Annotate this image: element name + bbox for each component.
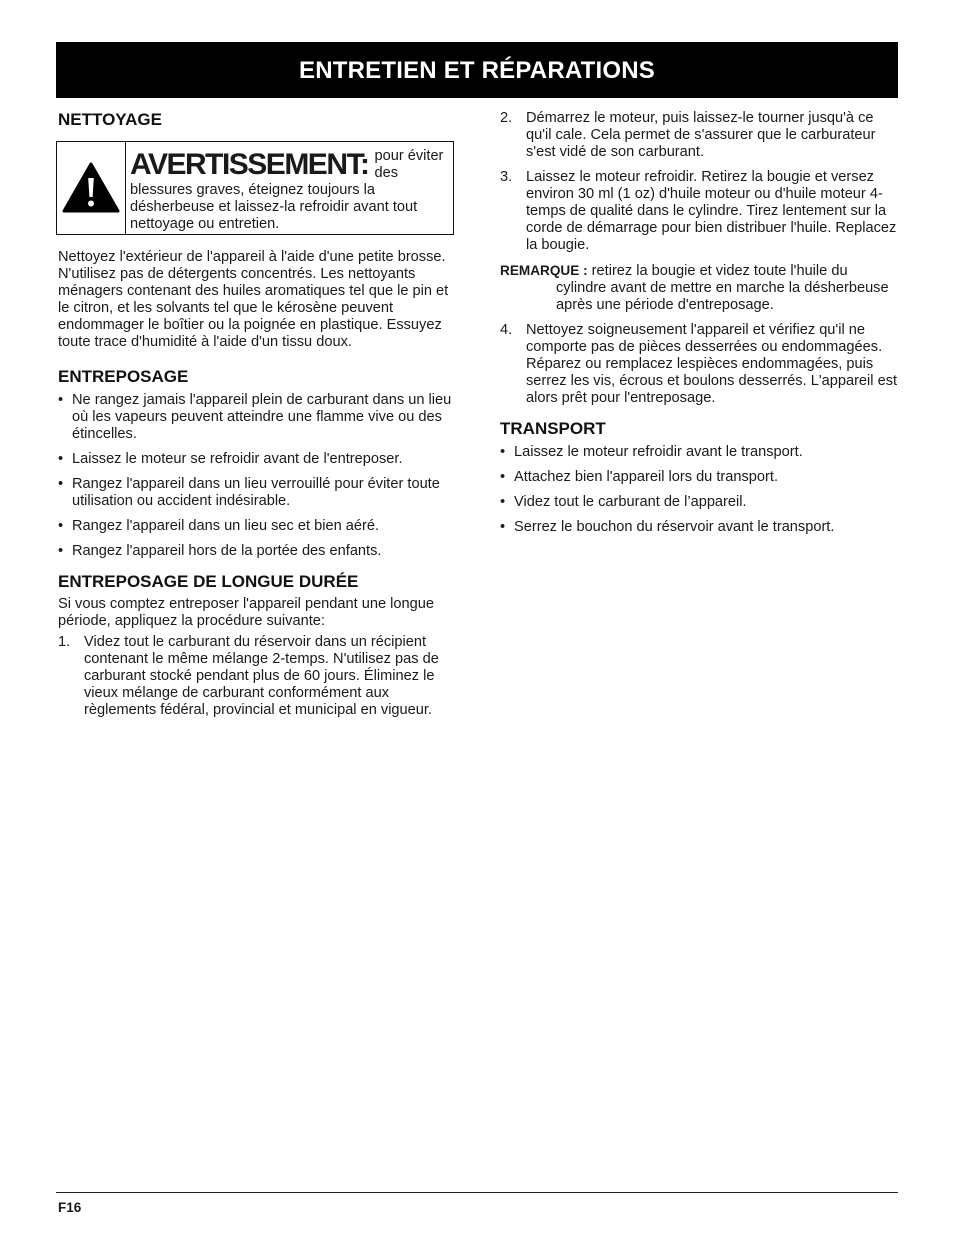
list-item: • Rangez l'appareil dans un lieu verrouillé pour éviter toute utilisation ou accident indésirable. bbox=[58, 476, 456, 510]
footer-divider bbox=[56, 1192, 898, 1193]
heading-long-storage: ENTREPOSAGE DE LONGUE DURÉE bbox=[58, 572, 359, 591]
heading-storage: ENTREPOSAGE bbox=[58, 367, 189, 386]
list-item: • Ne rangez jamais l'appareil plein de carburant dans un lieu où les vapeurs peuvent atteindre une flamme vive ou des étincelles. bbox=[58, 392, 456, 443]
remark-note bbox=[500, 262, 898, 314]
heading-cleaning: NETTOYAGE bbox=[58, 110, 162, 129]
step-number: 2. bbox=[500, 110, 513, 126]
left-column bbox=[58, 110, 456, 727]
list-item bbox=[58, 634, 456, 719]
step-number: 3. bbox=[500, 169, 513, 185]
page-title: ENTRETIEN ET RÉPARATIONS bbox=[299, 56, 655, 84]
list-item bbox=[500, 169, 898, 254]
warning-text: pour éviter des blessures graves, éteignez toujours la désherbeuse et laissez-la refroidir avant tout nettoyage ou entretien. bbox=[130, 148, 444, 232]
storage-list bbox=[58, 392, 456, 560]
list-item bbox=[500, 110, 898, 161]
list-item: • Rangez l'appareil hors de la portée des enfants. bbox=[58, 543, 456, 560]
warning-triangle-icon bbox=[62, 162, 120, 214]
long-storage-steps-right-2 bbox=[500, 322, 898, 407]
page-number: F16 bbox=[58, 1200, 82, 1215]
list-item bbox=[500, 322, 898, 407]
long-storage-steps-left bbox=[58, 634, 456, 719]
warning-box bbox=[56, 141, 454, 235]
list-item: • Rangez l'appareil dans un lieu sec et bien aéré. bbox=[58, 518, 456, 535]
long-storage-steps-right bbox=[500, 110, 898, 254]
section-banner bbox=[56, 42, 898, 98]
long-storage-intro: Si vous comptez entreposer l'appareil pendant une longue période, appliquez la procédure suivante: bbox=[58, 596, 434, 629]
remark-label: REMARQUE : bbox=[500, 263, 588, 278]
list-item: • Videz tout le carburant de l’appareil. bbox=[500, 494, 898, 511]
step-text: Démarrez le moteur, puis laissez-le tourner jusqu'à ce qu'il cale. Cela permet de s'assurer que le carburateur s'est vidé de son carburant. bbox=[526, 110, 876, 160]
list-item: • Serrez le bouchon du réservoir avant le transport. bbox=[500, 519, 898, 536]
step-text: Videz tout le carburant du réservoir dans un récipient contenant le même mélange 2-temps. N'utilisez pas de carburant stocké pendant plus de 60 jours. Éliminez le vieux mélange de carburant conformément aux règlements fédéral, provincial et municipal en vigueur. bbox=[84, 634, 439, 718]
warning-title: AVERTISSEMENT: bbox=[130, 148, 369, 181]
step-text: Laissez le moteur refroidir. Retirez la bougie et versez environ 30 ml (1 oz) d'huile moteur ou d'huile moteur 4-temps de qualité dans le cylindre. Tirez lentement sur la corde de démarrage pour bien distribuer l'huile. Replacez la bougie. bbox=[526, 169, 897, 253]
cleaning-paragraph: Nettoyez l'extérieur de l'appareil à l'aide d'une petite brosse. N'utilisez pas de détergents concentrés. Les nettoyants ménagers contenant des huiles aromatiques tel que le pin et le citron, et les solvants tel que le kérosène peuvent endommager le boîtier ou la poignée en plastique. Essuyez toute trace d'humidité à l'aide d'un tissu doux. bbox=[58, 249, 449, 350]
remark-text: retirez la bougie et videz toute l'huile du cylindre avant de mettre en marche la désherbeuse après une période d'entreposage. bbox=[556, 263, 889, 313]
step-number: 4. bbox=[500, 322, 513, 338]
step-text: Nettoyez soigneusement l'appareil et vérifiez qu'il ne comporte pas de pièces desserrées ou endommagées. Réparez ou remplacez lespièces endommagées, puis serrez les vis, écrous et boulons desserrés. L'appareil est alors prêt pour l'entreposage. bbox=[526, 322, 898, 406]
list-item: • Laissez le moteur refroidir avant le transport. bbox=[500, 444, 898, 461]
list-item: • Attachez bien l'appareil lors du transport. bbox=[500, 469, 898, 486]
transport-list bbox=[500, 444, 898, 536]
step-number: 1. bbox=[58, 634, 71, 650]
warning-text-block bbox=[130, 148, 447, 233]
warning-icon-cell bbox=[57, 142, 126, 234]
list-item: • Laissez le moteur se refroidir avant de l'entreposer. bbox=[58, 451, 456, 468]
heading-transport: TRANSPORT bbox=[500, 419, 606, 438]
right-column bbox=[500, 110, 898, 544]
